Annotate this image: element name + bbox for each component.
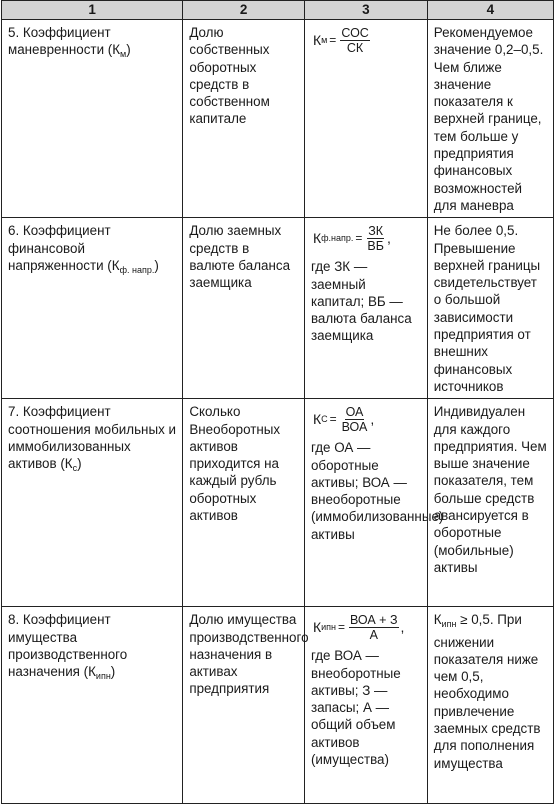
formula: К ипн = $\frac{\text{ВОА + З}}{А}$ ,	[312, 613, 405, 643]
formula-cell	[304, 607, 427, 804]
fraction: $\frac{ЗК}{ВБ}$	[367, 224, 384, 254]
column-header-4: 4	[427, 1, 553, 20]
value-cell: Не более 0,5. Превышение верхней границы свидетельствует о большой зависимости предприятия от внешних финансовых источников	[427, 218, 553, 399]
value-cell: $К_{ипн} \ge 0,5$. При снижении показателя ниже чем 0,5, необходимо привлечение заемных средств для пополнения имущества	[427, 607, 553, 804]
fraction: $\frac{ОА}{\text{ВОА}}$	[341, 405, 368, 435]
formula-cell	[304, 399, 444, 607]
table-row	[2, 607, 554, 804]
description-cell: Долю заемных средств в валюте баланса заемщика	[183, 218, 305, 399]
fraction: $\frac{\text{ВОА + З}}{А}$	[350, 613, 398, 643]
table-row	[2, 399, 554, 607]
value-cell: Рекомендуемое значение 0,2–0,5. Чем ближе значение показателя к верхней границе, тем больше у предприятия финансовых возможностей для маневра	[427, 20, 553, 218]
column-header-2: 2	[183, 1, 305, 20]
coefficients-table	[1, 0, 554, 804]
table-row	[2, 20, 554, 218]
formula-cell	[304, 218, 427, 399]
column-header-1: 1	[2, 1, 183, 20]
table-row	[2, 218, 554, 399]
formula-note: где ВОА — внеоборотные активы; З — запасы; А — общий объем активов (имущества)	[310, 648, 401, 768]
description-cell: Сколько Внеоборотных активов приходится на каждый рубль оборотных активов	[183, 399, 305, 607]
indicator-name-cell: 6. Коэффициент финансовой напряженности $(К_{ф. напр.})$	[2, 218, 183, 399]
header-row	[2, 1, 554, 20]
value-cell: Индивидуален для каждого предприятия. Чем выше значение показателя, тем больше средств авансируется в оборотные (мобильные) активы	[427, 399, 553, 607]
formula: К м = $\frac{\text{СОС}}{СК}$	[312, 26, 369, 55]
formula-note: где ОА — оборотные активы; ВОА — внеоборотные (иммобилизованные) активы	[310, 440, 444, 542]
formula-note: где ЗК — заемный капитал; ВБ — валюта баланса заемщика	[310, 259, 412, 344]
formula: К ф.напр. = $\frac{ЗК}{ВБ}$ ,	[312, 224, 391, 254]
description-cell: Долю собственных оборотных средств в собственном капитале	[183, 20, 305, 218]
indicator-name-cell: 8. Коэффициент имущества производственного назначения $(К_{ипн})$	[2, 607, 183, 804]
indicator-name-cell: 7. Коэффициент соотношения мобильных и иммобилизованных активов $(К_с)$	[2, 399, 183, 607]
formula: К С = $\frac{ОА}{\text{ВОА}}$ ,	[312, 405, 375, 435]
description-cell: Долю имущества производственного назначения в активах предприятия	[183, 607, 305, 804]
fraction: $\frac{\text{СОС}}{СК}$	[341, 26, 369, 55]
column-header-3: 3	[304, 1, 427, 20]
indicator-name-cell: 5. Коэффициент маневренности $(К_м)$	[2, 20, 183, 218]
formula-cell	[304, 20, 427, 218]
